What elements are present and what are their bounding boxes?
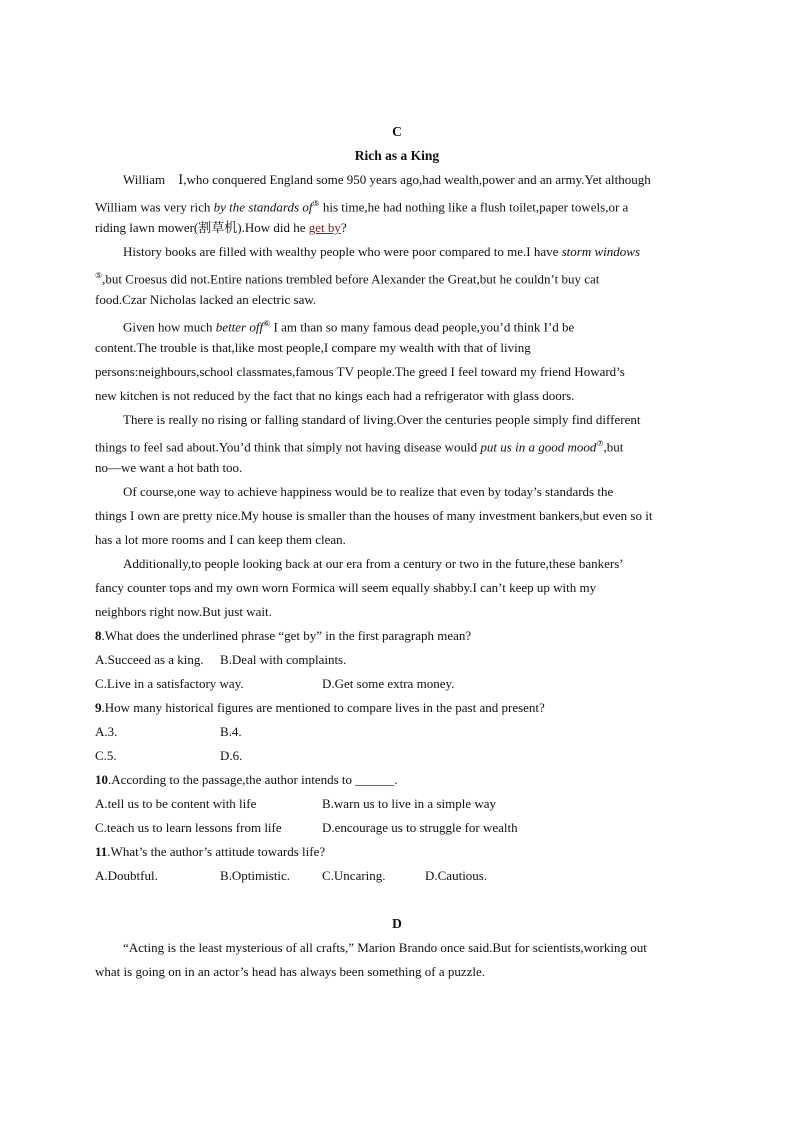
option-d: D.Cautious. [425,868,488,883]
text-span: William was very rich [95,199,214,215]
option-d: D.encourage us to struggle for wealth [322,820,518,835]
underlined-phrase: get by [308,220,341,235]
paragraph-line: Additionally,to people looking back at our era from a century or two in the future,these bankers’ [123,556,624,571]
question-11 [95,844,325,860]
option-b: B.warn us to live in a simple way [322,796,497,811]
option-d: D.Get some extra money. [322,676,455,691]
text-span: ,but [603,439,624,455]
question-number: 11 [95,844,108,859]
option-c: C.Uncaring. [322,868,386,883]
text-span: ? [340,220,347,235]
italic-phrase: better off [215,319,264,335]
paragraph-line [123,316,574,335]
paragraph-line [95,196,628,215]
text-span: ,but Croesus did not.Entire nations trembled before Alexander the Great,but he couldn’t buy cat [102,271,600,287]
paragraph-line [95,436,623,455]
footnote-marker: ⑤ [95,271,103,280]
paragraph-line: There is really no rising or falling standard of living.Over the centuries people simply find different [123,412,641,427]
text-span: riding lawn mower(割草机).How did he [95,220,309,235]
paragraph-line: things I own are pretty nice.My house is smaller than the houses of many investment bankers,but even so it [95,508,653,523]
question-number: 9 [95,700,102,715]
question-10 [95,772,398,788]
option-c: C.5. [95,748,117,763]
question-text: .According to the passage,the author intends to ______. [108,772,398,787]
option-a: A.3. [95,724,118,739]
option-d: D.6. [220,748,243,763]
footnote-marker: ⑥ [263,319,271,328]
option-b: B.4. [220,724,242,739]
question-text: .What’s the author’s attitude towards life? [107,844,326,859]
footnote-marker: ⑤ [312,199,320,208]
paragraph-line: Of course,one way to achieve happiness would be to realize that even by today’s standards the [123,484,614,499]
text-span: History books are filled with wealthy people who were poor compared to me.I have [123,244,562,259]
text-span: his time,he had nothing like a flush toilet,paper towels,or a [319,199,629,215]
question-text: .What does the underlined phrase “get by” in the first paragraph mean? [101,628,472,643]
paragraph-line [95,268,599,287]
paragraph-line: new kitchen is not reduced by the fact that no kings each had a refrigerator with glass doors. [95,388,575,403]
paragraph-line: neighbors right now.But just wait. [95,604,272,619]
option-a: A.Succeed as a king. [95,652,204,667]
italic-phrase: storm windows [561,244,641,259]
paragraph-line: what is going on in an actor’s head has always been something of a puzzle. [95,964,486,979]
italic-phrase: put us in a good mood [480,439,597,455]
paragraph-line: William Ⅰ,who conquered England some 950 years ago,had wealth,power and an army.Yet although [123,172,651,187]
option-a: A.Doubtful. [95,868,158,883]
option-a: A.tell us to be content with life [95,796,257,811]
question-number: 10 [95,772,108,787]
question-text: .How many historical figures are mentioned to compare lives in the past and present? [101,700,545,715]
question-number: 8 [95,628,102,643]
paragraph-line: has a lot more rooms and I can keep them clean. [95,532,346,547]
option-b: B.Deal with complaints. [220,652,347,667]
paragraph-line: content.The trouble is that,like most people,I compare my wealth with that of living [95,340,531,355]
option-c: C.Live in a satisfactory way. [95,676,244,691]
section-c-letter: C [392,124,402,139]
option-c: C.teach us to learn lessons from life [95,820,282,835]
paragraph-line: fancy counter tops and my own worn Formica will seem equally shabby.I can’t keep up with my [95,580,597,595]
section-d-letter: D [392,916,402,931]
text-span: I am than so many famous dead people,you’d think I’d be [270,319,575,335]
option-b: B.Optimistic. [220,868,291,883]
italic-phrase: by the standards of [213,199,313,215]
footnote-marker: ⑦ [596,439,604,448]
paragraph-line: no—we want a hot bath too. [95,460,243,475]
text-span: Given how much [123,319,216,335]
text-span: things to feel sad about.You’d think that simply not having disease would [95,439,481,455]
paragraph-line [123,244,640,260]
question-9 [95,700,545,716]
section-c-title: Rich as a King [354,148,440,163]
paragraph-line: persons:neighbours,school classmates,famous TV people.The greed I feel toward my friend Howard’s [95,364,625,379]
question-8 [95,628,471,644]
paragraph-line: food.Czar Nicholas lacked an electric saw. [95,292,317,307]
paragraph-line: “Acting is the least mysterious of all crafts,” Marion Brando once said.But for scientists,working out [123,940,647,955]
paragraph-line [95,220,347,236]
